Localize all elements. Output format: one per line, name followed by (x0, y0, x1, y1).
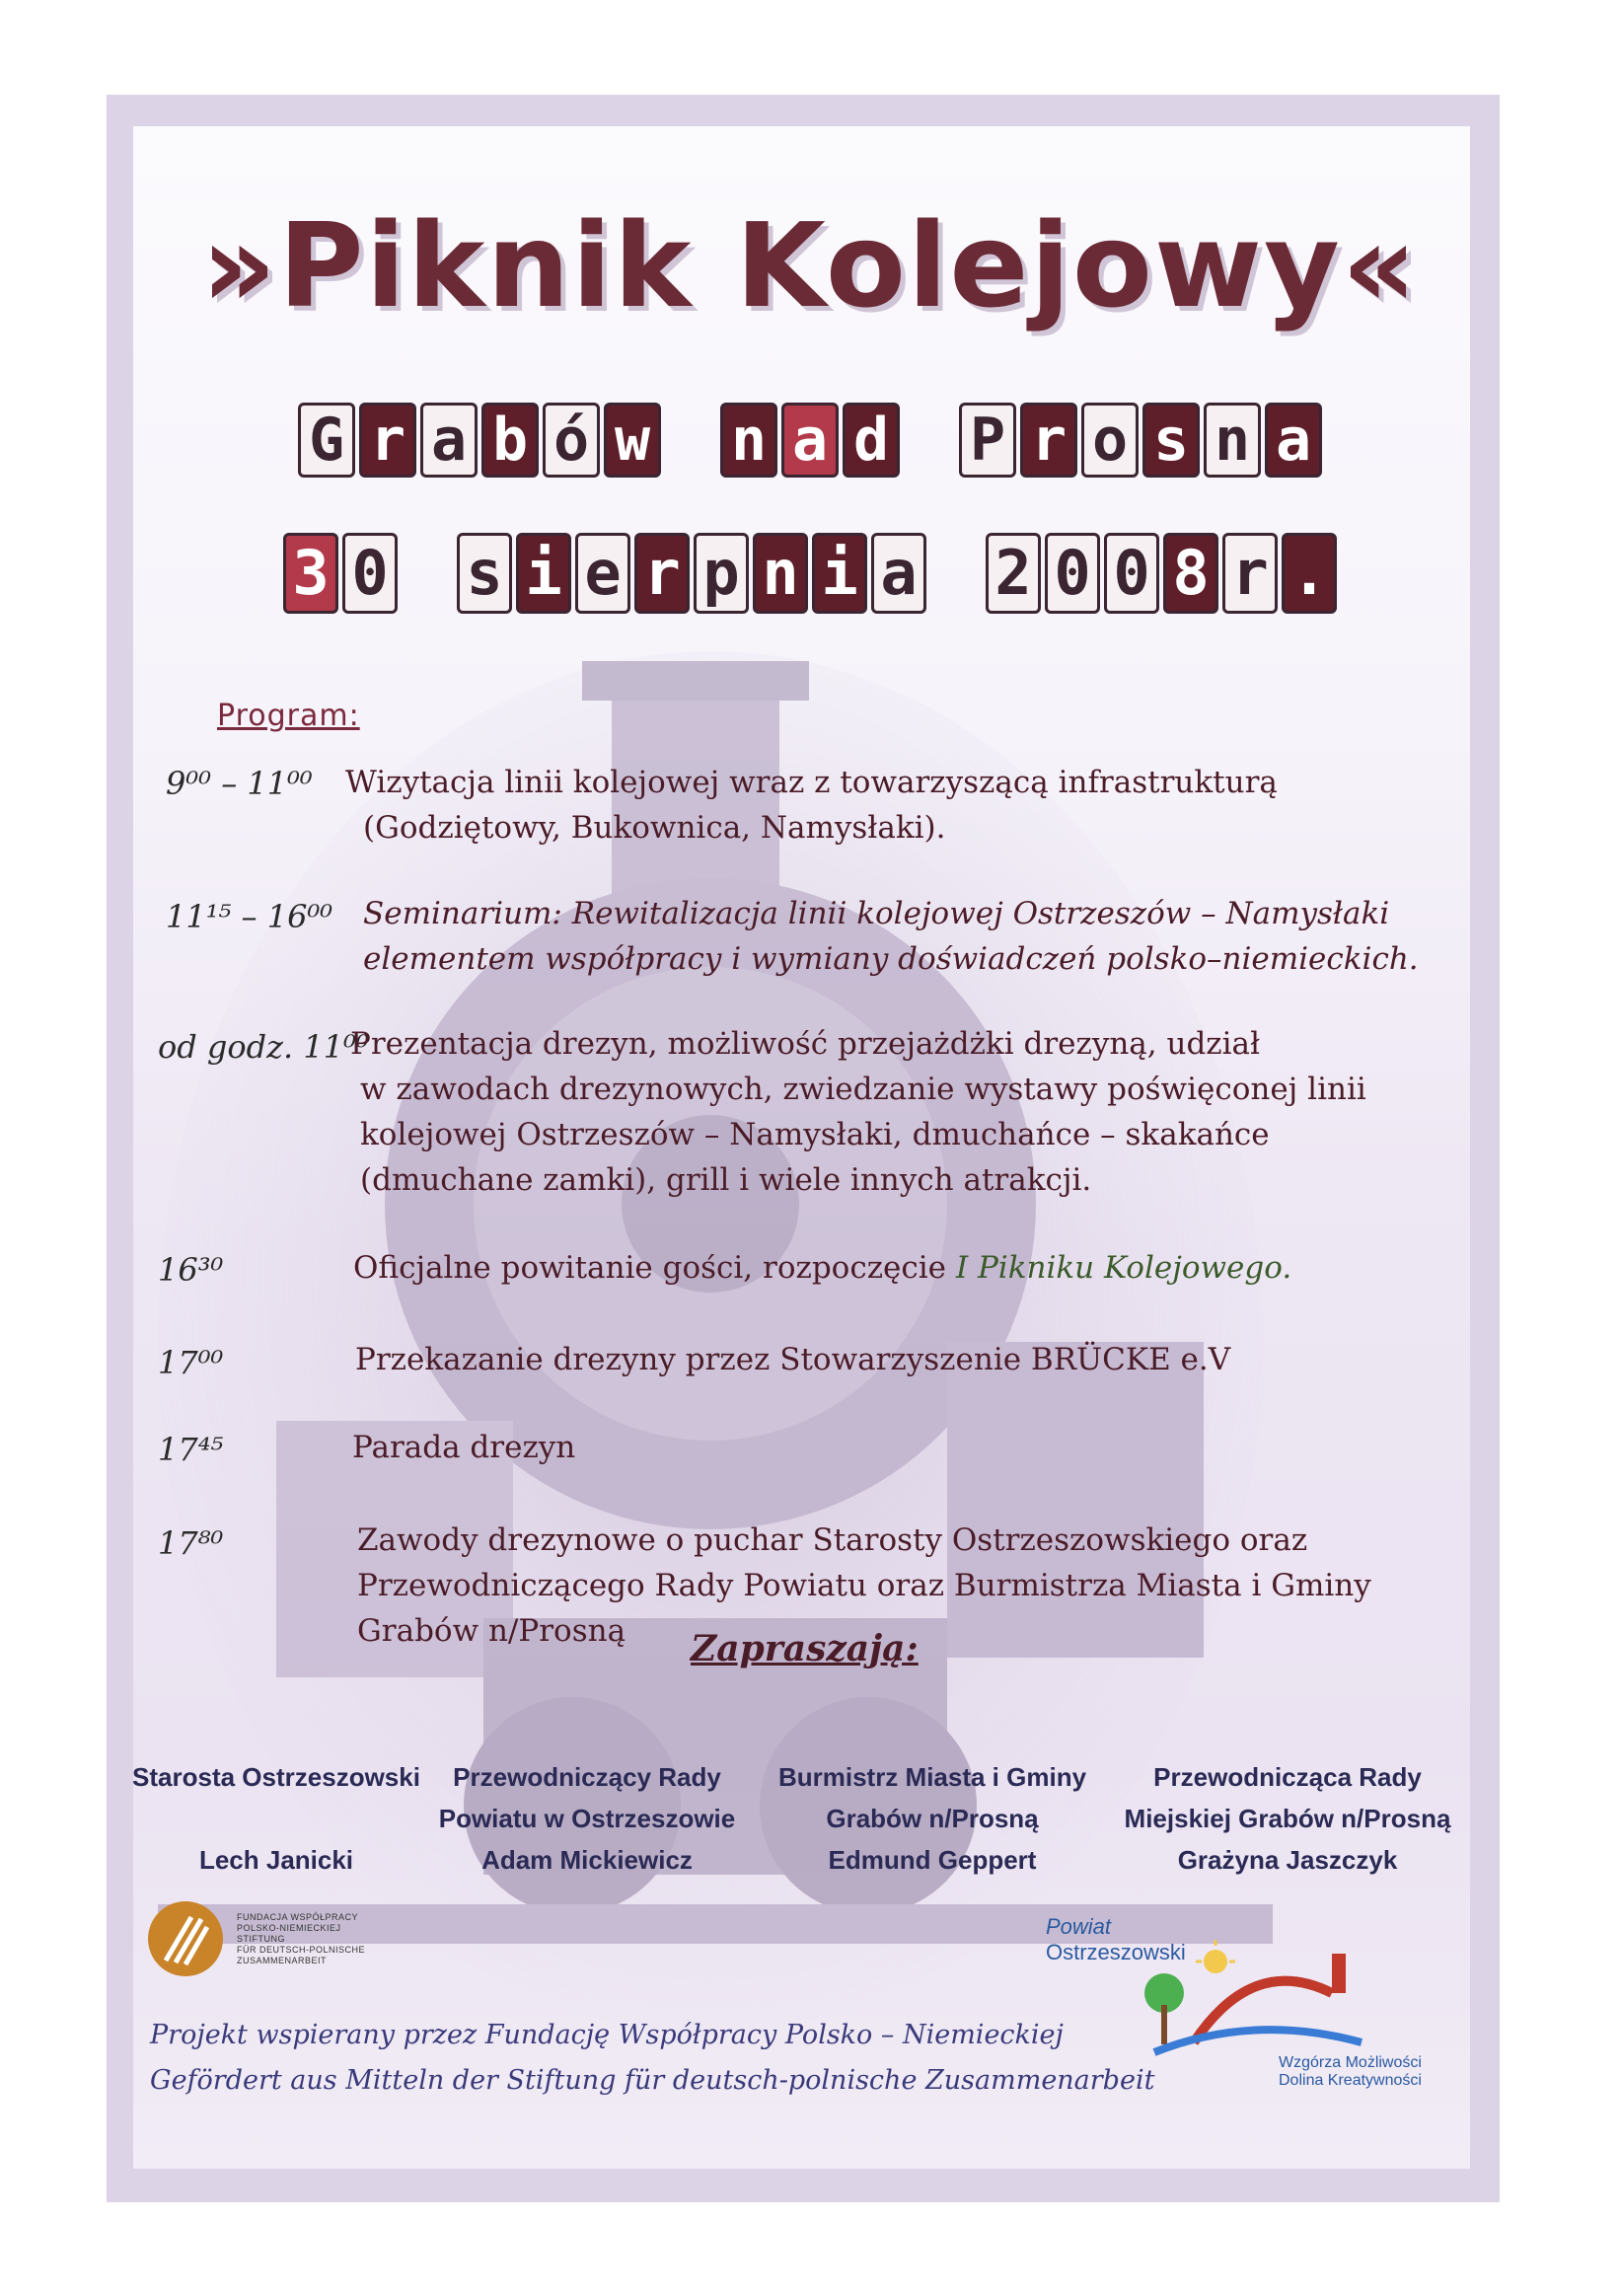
letter-tile: 8 (1163, 533, 1218, 614)
program-description: Seminarium: Rewitalizacja linii kolejowej Ostrzeszów – Namysłaki elementem współpracy i wymiany doświadczeń polsko–niemieckich. (363, 896, 1419, 977)
letter-tile: n (720, 403, 777, 478)
title-word (720, 403, 900, 478)
event-location (0, 403, 1620, 478)
letter-tile: p (694, 533, 749, 614)
letter-tile: 3 (283, 533, 338, 614)
support-note: Projekt wspierany przez Fundację Współpracy Polsko – Niemieckiej Gefördert aus Mitteln der Stiftung für deutsch-polnische Zusammenarbeit (150, 2020, 1155, 2096)
letter-tile: n (1204, 403, 1261, 478)
program-time: od godz. 11⁰⁰ (158, 1028, 369, 1066)
letter-tile: i (812, 533, 867, 614)
letter-tile: w (604, 403, 661, 478)
letter-tile: b (481, 403, 539, 478)
letter-tile: 2 (986, 533, 1041, 614)
invite-heading: Zapraszają: (691, 1628, 919, 1669)
letter-tile: a (781, 403, 839, 478)
foundation-logo-text: FUNDACJA WSPÓŁPRACY POLSKO-NIEMIECKIEJ STIFTUNG FÜR DEUTSCH-POLNISCHE ZUSAMMENARBEIT (237, 1911, 366, 1965)
program-time: 17⁴⁵ (158, 1431, 224, 1468)
event-title: »Piknik Kolejowy« (200, 197, 1420, 333)
letter-tile: s (1142, 403, 1200, 478)
letter-tile: r (1222, 533, 1278, 614)
wzgorza-logo-text: Wzgórza Możliwości Dolina Kreatywności (1279, 2054, 1422, 2089)
program-description: Przekazanie drezyny przez Stowarzyszenie BRÜCKE e.V (355, 1342, 1231, 1377)
program-time: 17⁰⁰ (158, 1344, 224, 1381)
host-block: Starosta Ostrzeszowski Lech Janicki (132, 1762, 420, 1875)
letter-tile: e (575, 533, 630, 614)
letter-tile: r (1020, 403, 1077, 478)
program-time: 17⁸⁰ (158, 1524, 224, 1562)
letter-tile: . (1282, 533, 1337, 614)
letter-tile: a (1265, 403, 1322, 478)
letter-tile: 0 (1045, 533, 1100, 614)
letter-tile: P (959, 403, 1016, 478)
program-description: Wizytacja linii kolejowej wraz z towarzyszącą infrastrukturą (Godziętowy, Bukownica, Namysłaki). (345, 765, 1278, 846)
letter-tile: o (1081, 403, 1139, 478)
letter-tile: a (871, 533, 926, 614)
program-time: 11¹⁵ – 16⁰⁰ (166, 898, 333, 935)
letter-tile: i (516, 533, 571, 614)
host-block: Przewodnicząca Rady Miejskiej Grabów n/Prosną Grażyna Jaszczyk (1124, 1762, 1451, 1875)
letter-tile: ó (543, 403, 600, 478)
title-word (298, 403, 661, 478)
program-description: Prezentacja drezyn, możliwość przejażdżki drezyną, udział w zawodach drezynowych, zwiedzanie wystawy poświęconej linii kolejowej Ostrzeszów – Namysłaki, dmuchańce – skakańce (dmuchane zamki), grill i wiele innych atrakcji. (350, 1026, 1366, 1198)
title-word (457, 533, 926, 614)
letter-tile: n (753, 533, 808, 614)
title-word (986, 533, 1337, 614)
letter-tile: 0 (342, 533, 398, 614)
program-description: Zawody drezynowe o puchar Starosty Ostrzeszowskiego oraz Przewodniczącego Rady Powiatu oraz Burmistrza Miasta i Gminy Grabów n/Prosną (357, 1522, 1371, 1649)
letter-tile: d (843, 403, 900, 478)
foundation-logo (146, 1899, 365, 1978)
event-date (0, 533, 1620, 614)
letter-tile: a (420, 403, 478, 478)
letter-tile: 0 (1104, 533, 1159, 614)
letter-tile: s (457, 533, 512, 614)
wzgorza-logo-icon (1135, 1934, 1371, 2062)
program-time: 9⁰⁰ – 11⁰⁰ (166, 765, 313, 802)
title-word (959, 403, 1322, 478)
letter-tile: G (298, 403, 355, 478)
program-description: Parada drezyn (352, 1430, 576, 1465)
host-block: Przewodniczący Rady Powiatu w Ostrzeszowie Adam Mickiewicz (438, 1762, 736, 1875)
powiat-logo: Powiat Ostrzeszowski (1046, 1914, 1186, 1964)
letter-tile: r (359, 403, 416, 478)
program-time: 16³⁰ (158, 1251, 224, 1289)
foundation-emblem-icon (146, 1899, 225, 1978)
program-heading: Program: (217, 699, 360, 733)
program-description: Oficjalne powitanie gości, rozpoczęcie I Pikniku Kolejowego. (353, 1250, 1292, 1286)
title-word (283, 533, 398, 614)
letter-tile: r (634, 533, 690, 614)
host-block: Burmistrz Miasta i Gminy Grabów n/Prosną Edmund Geppert (777, 1762, 1087, 1875)
